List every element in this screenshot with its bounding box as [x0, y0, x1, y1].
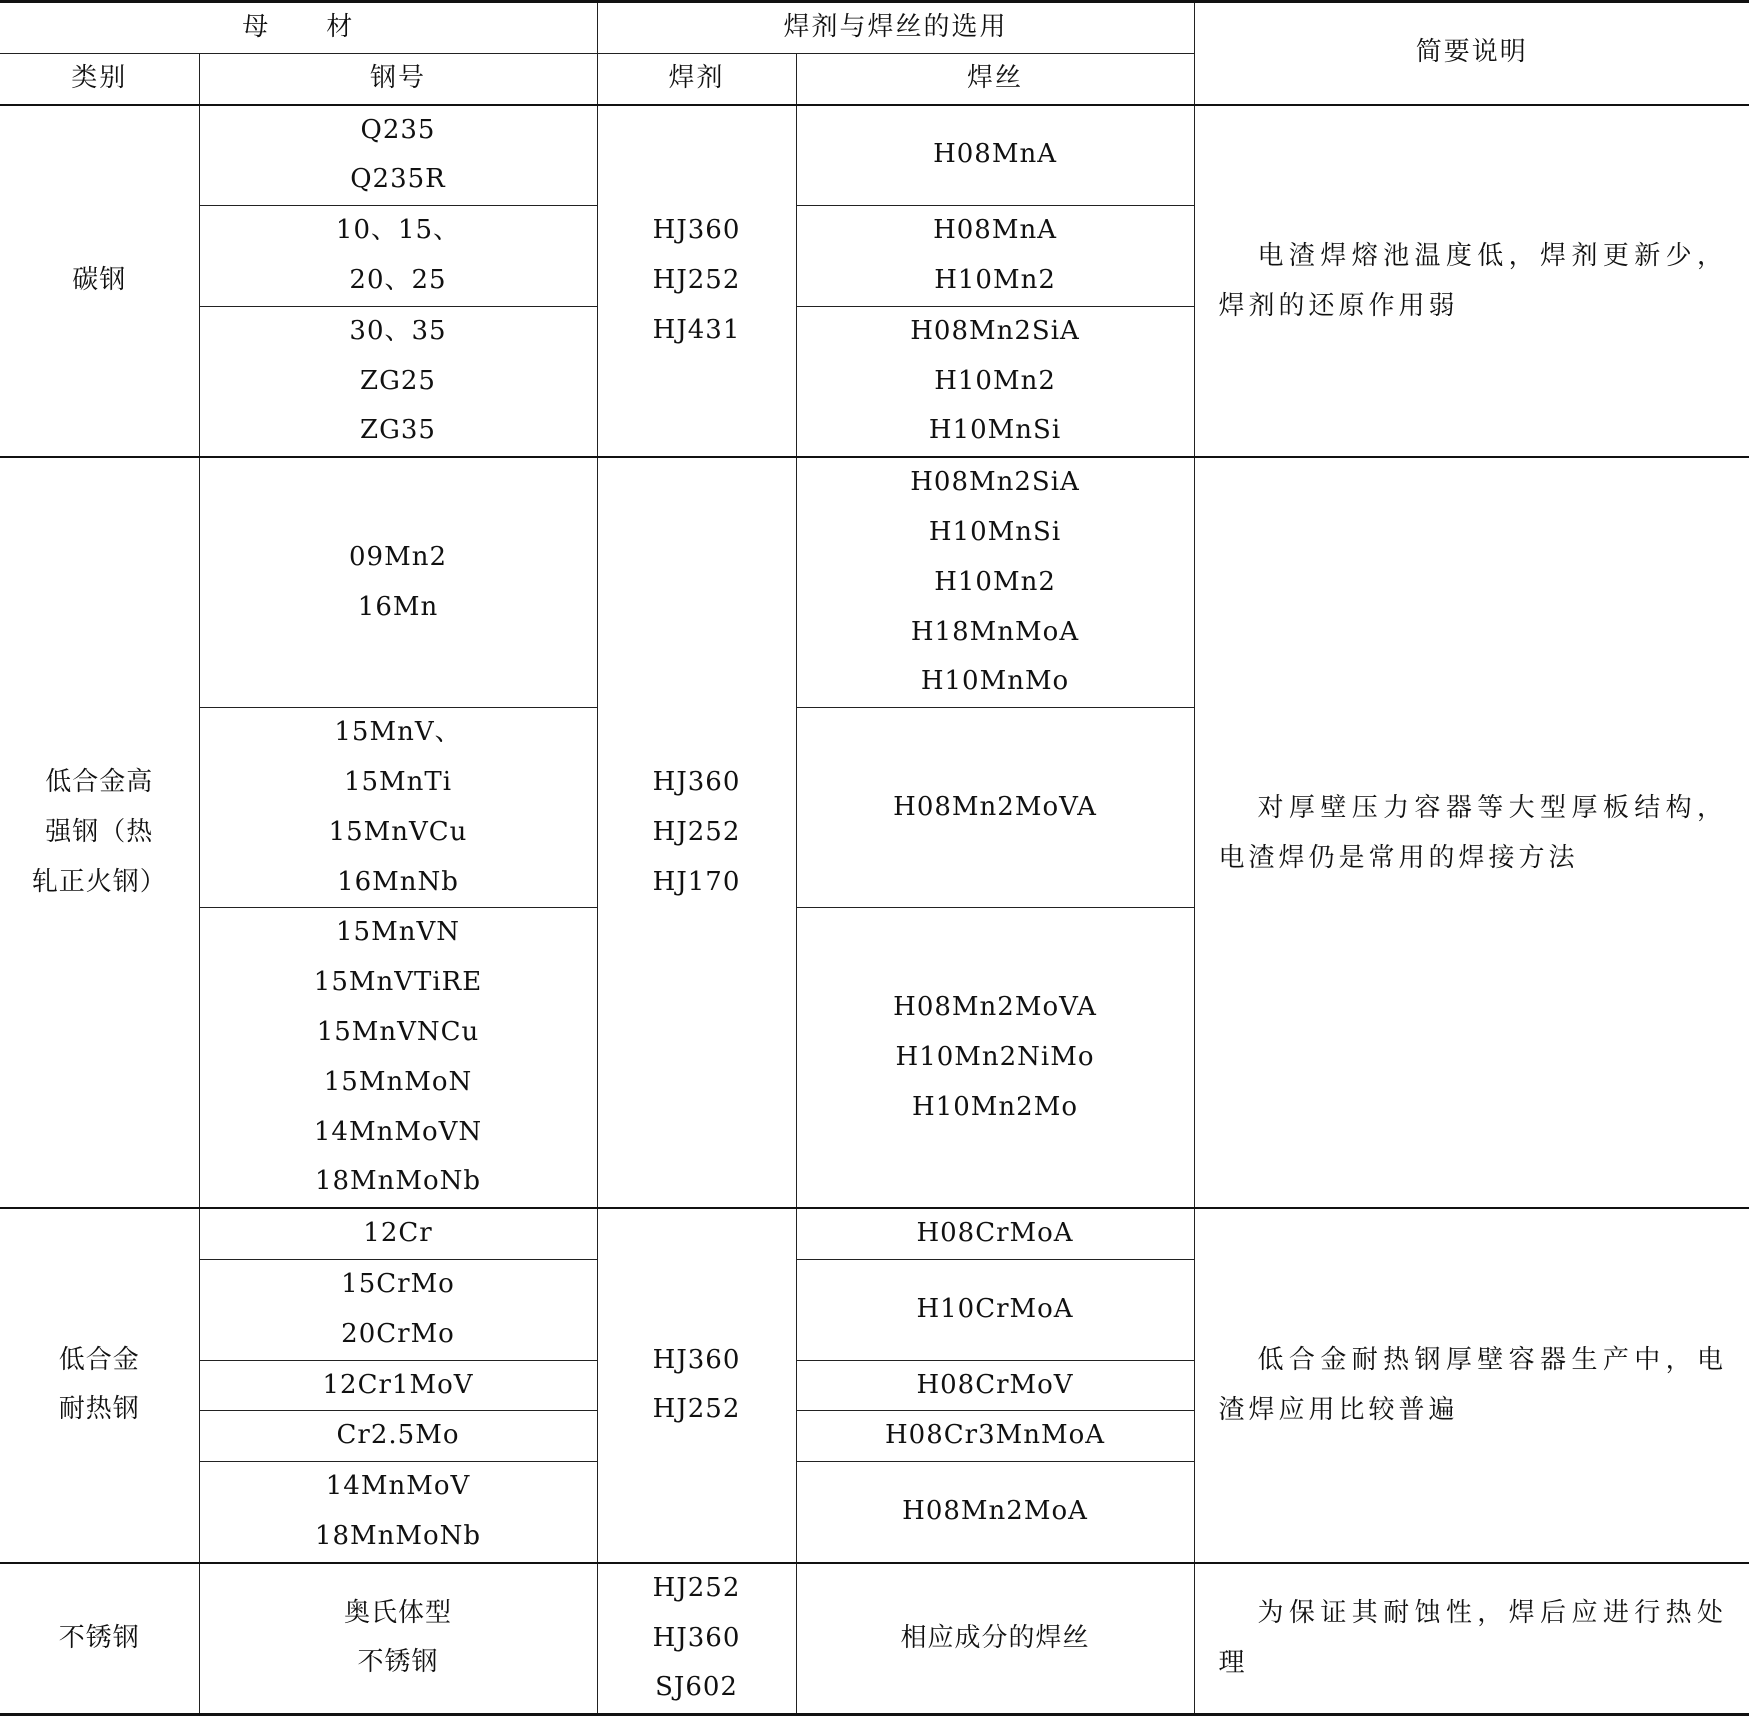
wire-line: H10CrMoA — [916, 1293, 1074, 1324]
wire-cell — [796, 708, 1194, 908]
steel-grade-line: 10、15、 — [335, 215, 461, 246]
table-row — [0, 1563, 1749, 1715]
note-text: 为保证其耐蚀性，焊后应进行热处理 — [1218, 1598, 1728, 1679]
category-cell — [0, 1208, 199, 1563]
steel-grade-line: ZG35 — [360, 415, 436, 446]
steel-grade-line: 30、35 — [349, 315, 447, 346]
flux-line: SJ602 — [655, 1672, 738, 1703]
wire-line: H08Cr3MnMoA — [885, 1420, 1106, 1451]
wire-cell — [796, 1208, 1194, 1259]
steel-grade-line: 不锈钢 — [357, 1647, 439, 1678]
category-cell — [0, 105, 199, 458]
wire-line: H10Mn2 — [934, 566, 1056, 597]
steel-grade-line: 20、25 — [349, 264, 447, 295]
category-cell — [0, 1563, 199, 1715]
flux-line: HJ252 — [652, 1572, 741, 1603]
wire-line: H08Mn2MoA — [902, 1496, 1088, 1526]
steel-grade-line: 14MnMoV — [325, 1471, 471, 1502]
wire-cell — [796, 1360, 1194, 1411]
steel-grade-line: 奥氏体型 — [344, 1597, 453, 1628]
steel-grade-line: Cr2.5Mo — [336, 1420, 460, 1451]
flux-cell — [597, 457, 796, 1208]
wire-line: H10MnMo — [920, 666, 1070, 697]
wire-line: H10MnSi — [928, 415, 1062, 446]
steel-grade-cell — [199, 206, 597, 307]
steel-grade-line: 16Mn — [357, 591, 439, 622]
steel-grade-line: 14MnMoVN — [313, 1116, 483, 1147]
steel-grade-line: ZG25 — [360, 365, 436, 396]
wire-line: H08MnA — [933, 215, 1057, 246]
note-cell — [1194, 1563, 1749, 1715]
wire-cell — [796, 105, 1194, 206]
flux-line: HJ360 — [652, 766, 741, 797]
table-row — [0, 1208, 1749, 1259]
wire-line: H18MnMoA — [910, 616, 1080, 647]
flux-cell — [597, 1563, 796, 1715]
steel-grade-line: 15CrMo — [341, 1268, 455, 1299]
steel-grade-cell — [199, 105, 597, 206]
steel-grade-cell — [199, 1462, 597, 1563]
steel-grade-cell — [199, 908, 597, 1208]
steel-grade-line: 15MnVN — [336, 917, 460, 948]
steel-grade-line: Q235 — [360, 114, 436, 145]
header-steel-grade: 钢号 — [199, 53, 597, 104]
steel-grade-cell — [199, 1411, 597, 1462]
category-line: 碳钢 — [72, 264, 127, 295]
steel-grade-cell — [199, 457, 597, 707]
wire-line: H08CrMoA — [916, 1218, 1074, 1249]
flux-cell — [597, 1208, 796, 1563]
wire-line: H10Mn2 — [934, 365, 1056, 396]
wire-cell — [796, 1462, 1194, 1563]
table-row — [0, 457, 1749, 707]
wire-cell — [796, 1411, 1194, 1462]
steel-grade-line: 18MnMoNb — [314, 1166, 482, 1197]
wire-line: H10Mn2NiMo — [895, 1041, 1095, 1072]
steel-grade-cell — [199, 1360, 597, 1411]
flux-line: HJ431 — [652, 314, 741, 345]
category-line: 不锈钢 — [58, 1622, 140, 1653]
category-line: 低合金 — [58, 1344, 140, 1375]
table-body — [0, 2, 1749, 1715]
flux-line: HJ252 — [652, 816, 741, 847]
wire-line: H08MnA — [933, 139, 1057, 170]
header-wire: 焊丝 — [796, 53, 1194, 104]
header-base-material: 母 材 — [0, 2, 597, 54]
flux-line: HJ252 — [652, 264, 741, 295]
steel-grade-line: 16MnNb — [337, 866, 459, 897]
wire-cell — [796, 1563, 1194, 1715]
wire-line: H10Mn2Mo — [912, 1091, 1078, 1122]
steel-grade-line: 15MnTi — [343, 766, 453, 797]
header-row-1 — [0, 2, 1749, 54]
flux-line: HJ170 — [652, 866, 741, 897]
wire-line: H08Mn2MoVA — [893, 791, 1097, 822]
wire-cell — [796, 306, 1194, 457]
wire-line: H08CrMoV — [916, 1369, 1074, 1400]
wire-line: H10Mn2 — [934, 264, 1056, 295]
note-cell — [1194, 457, 1749, 1208]
note-text: 电渣焊熔池温度低，焊剂更新少，焊剂的还原作用弱 — [1218, 240, 1728, 321]
steel-grade-line: 15MnVNCu — [316, 1016, 480, 1047]
header-flux: 焊剂 — [597, 53, 796, 104]
category-line: 轧正火钢） — [31, 866, 167, 897]
note-cell — [1194, 1208, 1749, 1563]
flux-cell — [597, 105, 796, 458]
flux-line: HJ252 — [652, 1394, 741, 1425]
category-cell — [0, 457, 199, 1208]
steel-grade-cell — [199, 1259, 597, 1360]
steel-grade-cell — [199, 708, 597, 908]
category-line: 强钢（热 — [45, 816, 154, 847]
steel-grade-cell — [199, 1563, 597, 1715]
steel-grade-line: 15MnMoN — [323, 1066, 473, 1097]
flux-line: HJ360 — [652, 1622, 741, 1653]
steel-grade-cell — [199, 1208, 597, 1259]
steel-grade-cell — [199, 306, 597, 457]
steel-grade-line: 09Mn2 — [349, 541, 447, 572]
steel-grade-line: 18MnMoNb — [314, 1520, 482, 1551]
wire-cell — [796, 206, 1194, 307]
wire-cell — [796, 1259, 1194, 1360]
wire-line: H08Mn2SiA — [910, 315, 1080, 346]
steel-grade-line: 12Cr1MoV — [322, 1369, 474, 1400]
header-flux-wire-selection: 焊剂与焊丝的选用 — [597, 2, 1194, 54]
note-text: 低合金耐热钢厚壁容器生产中，电渣焊应用比较普遍 — [1218, 1345, 1728, 1426]
note-cell — [1194, 105, 1749, 458]
wire-cell — [796, 457, 1194, 707]
steel-grade-line: 20CrMo — [341, 1318, 455, 1349]
wire-line: H08Mn2SiA — [910, 467, 1080, 498]
flux-line: HJ360 — [652, 1344, 741, 1375]
steel-grade-line: 15MnV、 — [334, 717, 462, 748]
flux-line: HJ360 — [652, 215, 741, 246]
table-row — [0, 105, 1749, 206]
wire-cell — [796, 908, 1194, 1208]
category-line: 耐热钢 — [58, 1394, 140, 1425]
wire-line: H08Mn2MoVA — [893, 992, 1097, 1023]
steel-grade-line: 12Cr — [363, 1218, 433, 1249]
steel-grade-line: 15MnVTiRE — [313, 967, 483, 998]
category-line: 低合金高 — [45, 766, 154, 797]
wire-line: 相应成分的焊丝 — [900, 1622, 1090, 1653]
header-notes: 简要说明 — [1194, 2, 1749, 105]
note-text: 对厚壁压力容器等大型厚板结构，电渣焊仍是常用的焊接方法 — [1218, 792, 1728, 873]
header-category: 类别 — [0, 53, 199, 104]
steel-grade-line: Q235R — [350, 164, 446, 195]
steel-grade-line: 15MnVCu — [328, 816, 468, 847]
wire-line: H10MnSi — [928, 516, 1062, 547]
